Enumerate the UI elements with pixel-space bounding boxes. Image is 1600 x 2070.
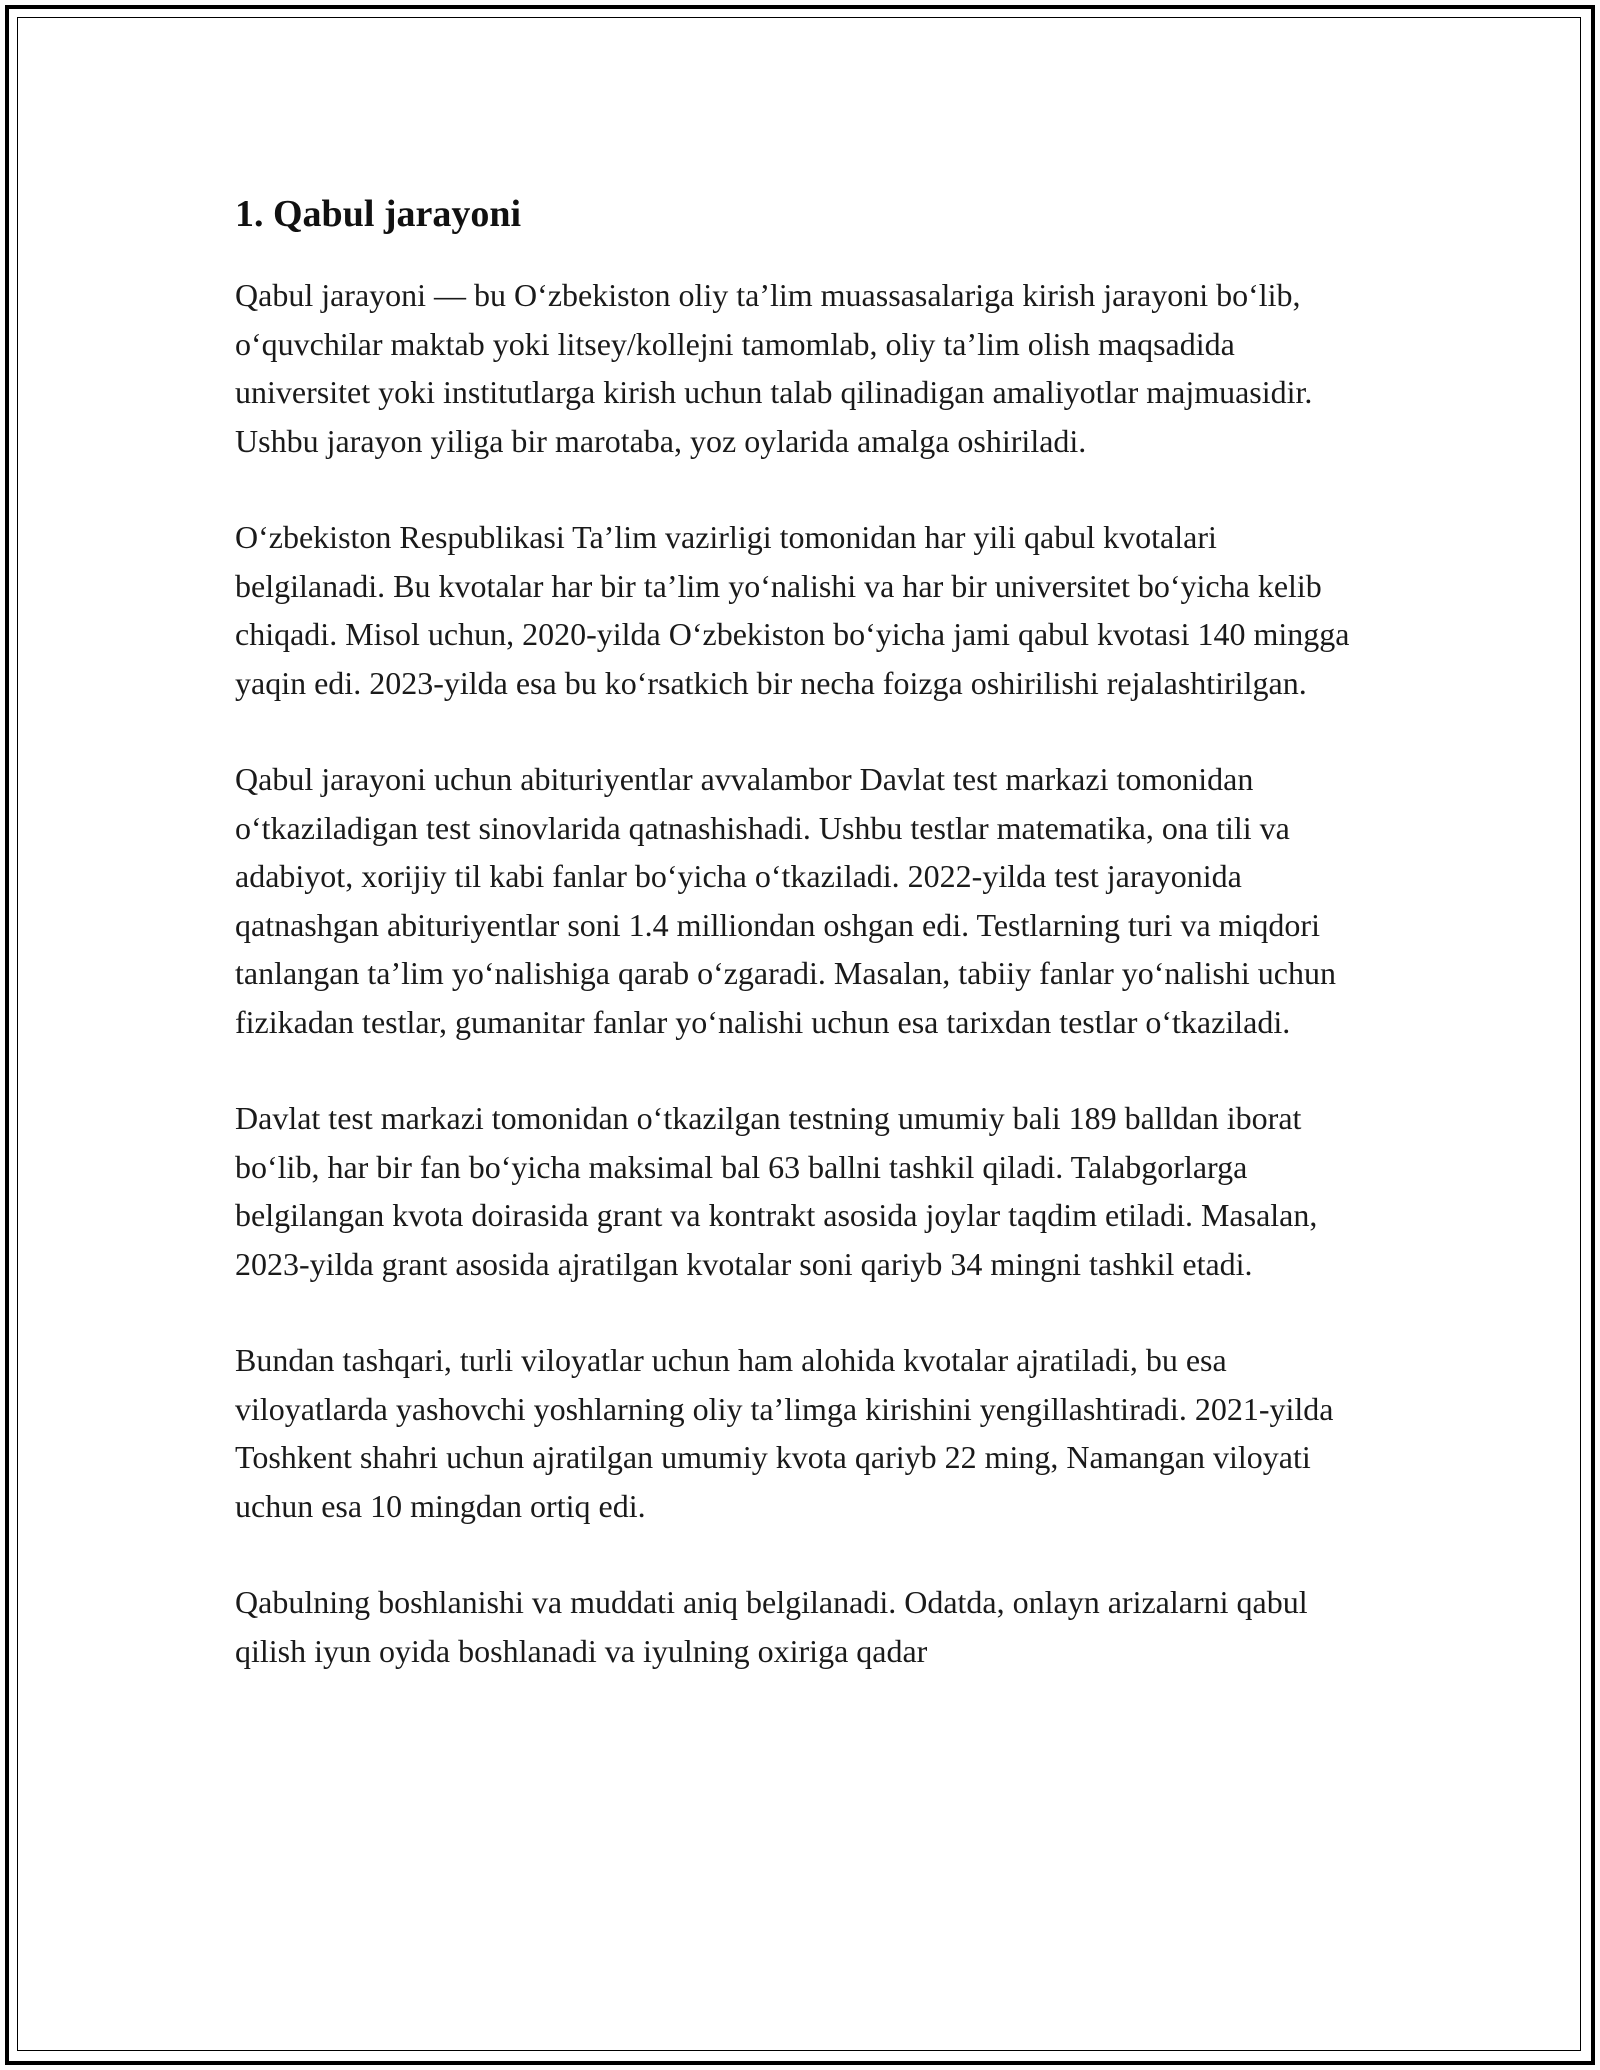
paragraph-6: Qabulning boshlanishi va muddati aniq belgilanadi. Odatda, onlayn arizalarni qabul qilish iyun oyida boshlanadi va iyulning oxiriga qadar [235,1584,1308,1669]
paragraph-3: Qabul jarayoni uchun abituriyentlar avvalambor Davlat test markazi tomonidan o‘tkaziladigan test sinovlarida qatnashishadi. Ushbu testlar matematika, ona tili va adabiyot, xorijiy til kabi fanlar bo‘yicha o‘tkaziladi. 2022-yilda test jarayonida qatnashgan abituriyentlar soni 1.4 milliondan oshgan edi. Testlarning turi va miqdori tanlangan ta’lim yo‘nalishiga qarab o‘zgaradi. Masalan, tabiiy fanlar yo‘nalishi uchun fizikadan testlar, gumanitar fanlar yo‘nalishi uchun esa tarixdan testlar o‘tkaziladi. [235,761,1336,1040]
document-body [235,185,1375,1723]
paragraph-4: Davlat test markazi tomonidan o‘tkazilgan testning umumiy bali 189 balldan iborat bo‘lib, har bir fan bo‘yicha maksimal bal 63 ballni tashkil qiladi. Talabgorlarga belgilangan kvota doirasida grant va kontrakt asosida joylar taqdim etiladi. Masalan, 2023-yilda grant asosida ajratilgan kvotalar soni qariyb 34 mingni tashkil etadi. [235,1100,1318,1282]
section-heading: 1. Qabul jarayoni [235,193,522,235]
paragraph-2: O‘zbekiston Respublikasi Ta’lim vazirligi tomonidan har yili qabul kvotalari belgilanadi. Bu kvotalar har bir ta’lim yo‘nalishi va har bir universitet bo‘yicha kelib chiqadi. Misol uchun, 2020-yilda O‘zbekiston bo‘yicha jami qabul kvotasi 140 mingga yaqin edi. 2023-yilda esa bu ko‘rsatkich bir necha foizga oshirilishi rejalashtirilgan. [235,519,1350,701]
paragraph-1: Qabul jarayoni — bu O‘zbekiston oliy ta’lim muassasalariga kirish jarayoni bo‘lib, o‘quvchilar maktab yoki litsey/kollejni tamomlab, oliy ta’lim olish maqsadida universitet yoki institutlarga kirish uchun talab qilinadigan amaliyotlar majmuasidir. Ushbu jarayon yiliga bir marotaba, yoz oylarida amalga oshiriladi. [235,277,1313,459]
paragraph-5: Bundan tashqari, turli viloyatlar uchun ham alohida kvotalar ajratiladi, bu esa viloyatlarda yashovchi yoshlarning oliy ta’limga kirishini yengillashtiradi. 2021-yilda Toshkent shahri uchun ajratilgan umumiy kvota qariyb 22 ming, Namangan viloyati uchun esa 10 mingdan ortiq edi. [235,1342,1334,1524]
